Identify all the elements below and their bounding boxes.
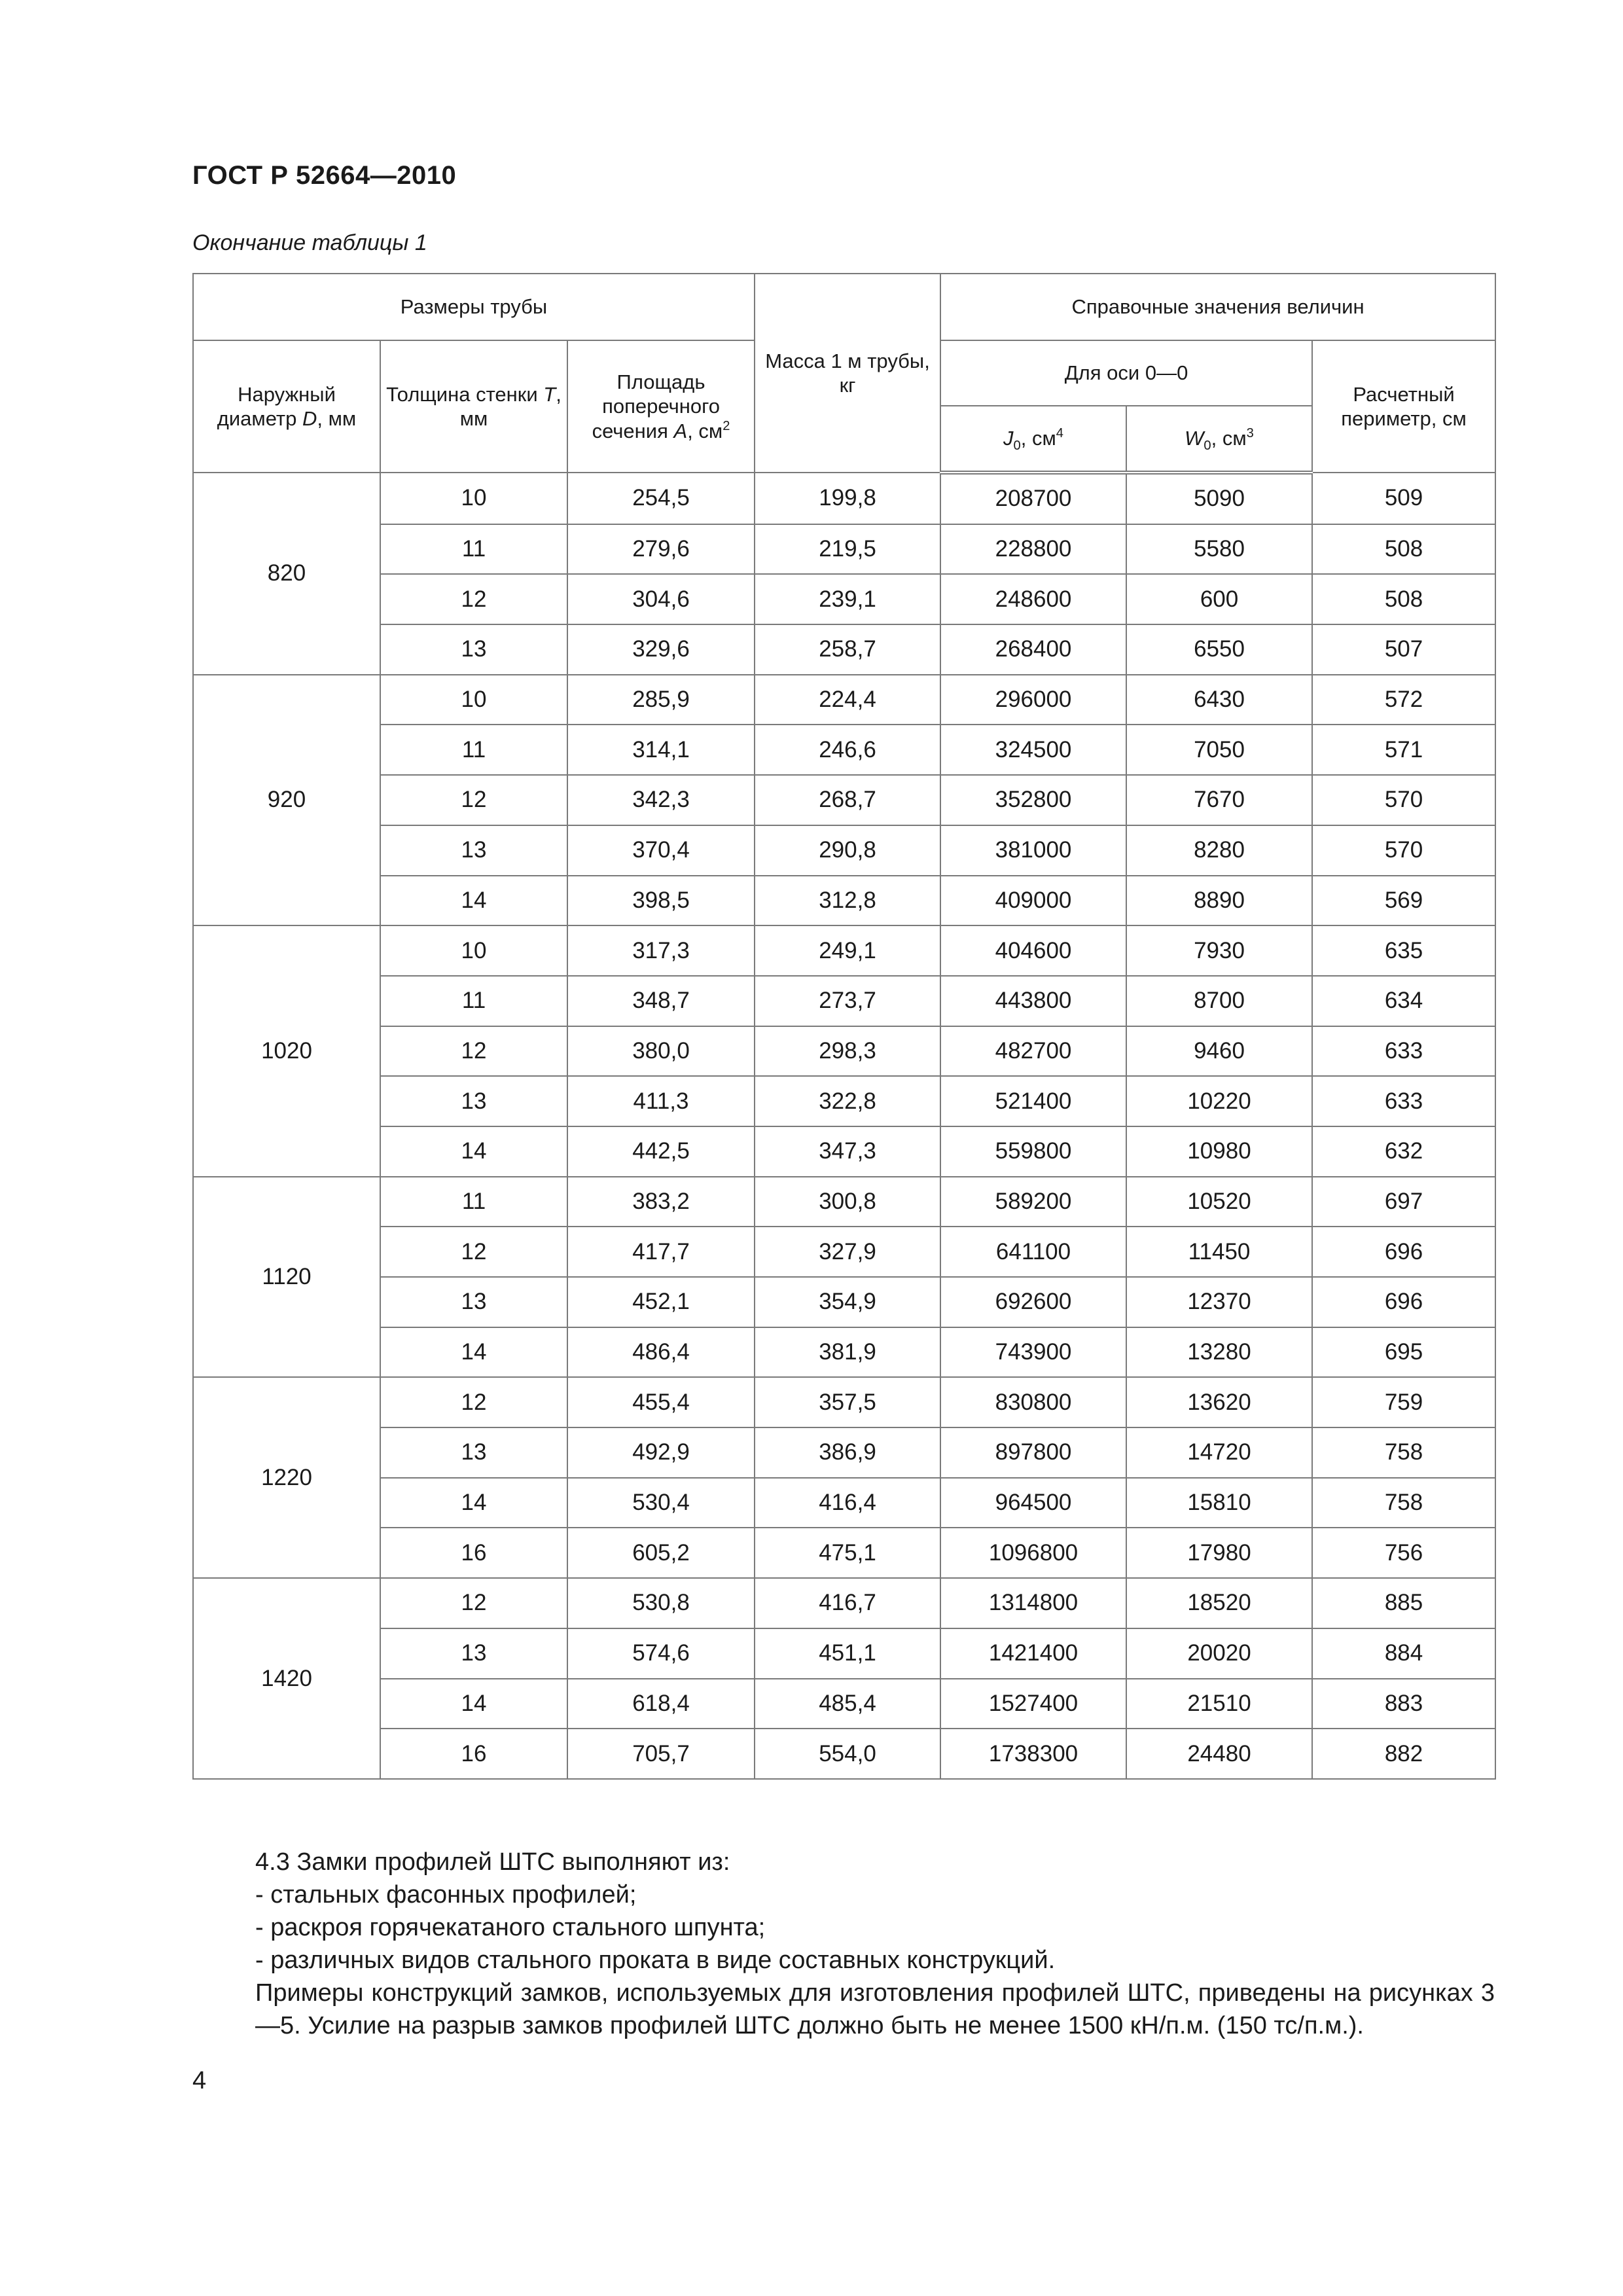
inertia-cell: 743900 [940, 1327, 1126, 1378]
area-cell: 285,9 [567, 675, 755, 725]
thickness-cell: 11 [380, 1177, 567, 1227]
thickness-cell: 10 [380, 925, 567, 976]
mass-cell: 386,9 [755, 1427, 940, 1478]
area-cell: 370,4 [567, 825, 755, 876]
table-row [193, 976, 1495, 1026]
modulus-cell: 13620 [1126, 1377, 1312, 1427]
inertia-cell: 1421400 [940, 1628, 1126, 1679]
table-row [193, 925, 1495, 976]
modulus-cell: 8280 [1126, 825, 1312, 876]
perimeter-cell: 509 [1312, 473, 1495, 524]
mass-cell: 322,8 [755, 1076, 940, 1126]
table-row [193, 1177, 1495, 1227]
inertia-cell: 248600 [940, 574, 1126, 624]
table-row [193, 1679, 1495, 1729]
inertia-cell: 1738300 [940, 1729, 1126, 1779]
area-cell: 605,2 [567, 1528, 755, 1578]
pipe-properties-table [192, 273, 1496, 1780]
area-cell: 279,6 [567, 524, 755, 575]
header-pipe-sizes: Размеры трубы [193, 274, 755, 340]
area-cell: 254,5 [567, 473, 755, 524]
modulus-cell: 17980 [1126, 1528, 1312, 1578]
inertia-cell: 1314800 [940, 1578, 1126, 1628]
inertia-cell: 897800 [940, 1427, 1126, 1478]
modulus-cell: 21510 [1126, 1679, 1312, 1729]
thickness-cell: 13 [380, 1427, 567, 1478]
area-cell: 530,4 [567, 1478, 755, 1528]
area-cell: 314,1 [567, 725, 755, 775]
area-cell: 411,3 [567, 1076, 755, 1126]
perimeter-cell: 882 [1312, 1729, 1495, 1779]
perimeter-cell: 883 [1312, 1679, 1495, 1729]
modulus-cell: 7930 [1126, 925, 1312, 976]
mass-cell: 451,1 [755, 1628, 940, 1679]
table-row [193, 1277, 1495, 1327]
mass-cell: 224,4 [755, 675, 940, 725]
perimeter-cell: 695 [1312, 1327, 1495, 1378]
perimeter-cell: 508 [1312, 574, 1495, 624]
inertia-cell: 324500 [940, 725, 1126, 775]
table-row [193, 1528, 1495, 1578]
modulus-cell: 7050 [1126, 725, 1312, 775]
area-cell: 492,9 [567, 1427, 755, 1478]
diameter-cell: 1020 [193, 925, 380, 1176]
inertia-cell: 830800 [940, 1377, 1126, 1427]
inertia-cell: 641100 [940, 1227, 1126, 1277]
perimeter-cell: 696 [1312, 1277, 1495, 1327]
thickness-cell: 16 [380, 1528, 567, 1578]
modulus-cell: 13280 [1126, 1327, 1312, 1378]
mass-cell: 290,8 [755, 825, 940, 876]
list-item: - стальных фасонных профилей; [255, 1881, 637, 1909]
mass-cell: 327,9 [755, 1227, 940, 1277]
area-cell: 417,7 [567, 1227, 755, 1277]
mass-cell: 416,7 [755, 1578, 940, 1628]
document-code: ГОСТ Р 52664—2010 [192, 161, 457, 190]
area-cell: 383,2 [567, 1177, 755, 1227]
mass-cell: 357,5 [755, 1377, 940, 1427]
perimeter-cell: 633 [1312, 1026, 1495, 1077]
table-row [193, 574, 1495, 624]
area-cell: 530,8 [567, 1578, 755, 1628]
table-row [193, 725, 1495, 775]
table-row [193, 1026, 1495, 1077]
modulus-cell: 8700 [1126, 976, 1312, 1026]
area-cell: 329,6 [567, 624, 755, 675]
area-cell: 380,0 [567, 1026, 755, 1077]
header-reference-values: Справочные значения величин [940, 274, 1495, 340]
modulus-cell: 10980 [1126, 1126, 1312, 1177]
thickness-cell: 14 [380, 1126, 567, 1177]
perimeter-cell: 885 [1312, 1578, 1495, 1628]
table-row [193, 473, 1495, 524]
modulus-cell: 11450 [1126, 1227, 1312, 1277]
thickness-cell: 11 [380, 725, 567, 775]
perimeter-cell: 756 [1312, 1528, 1495, 1578]
perimeter-cell: 758 [1312, 1427, 1495, 1478]
perimeter-cell: 569 [1312, 876, 1495, 926]
diameter-cell: 1120 [193, 1177, 380, 1378]
diameter-cell: 1220 [193, 1377, 380, 1578]
table-row [193, 1227, 1495, 1277]
area-cell: 304,6 [567, 574, 755, 624]
inertia-cell: 228800 [940, 524, 1126, 575]
mass-cell: 239,1 [755, 574, 940, 624]
inertia-cell: 559800 [940, 1126, 1126, 1177]
mass-cell: 416,4 [755, 1478, 940, 1528]
table-row [193, 1427, 1495, 1478]
thickness-cell: 13 [380, 624, 567, 675]
diameter-cell: 820 [193, 473, 380, 675]
mass-cell: 219,5 [755, 524, 940, 575]
perimeter-cell: 697 [1312, 1177, 1495, 1227]
mass-cell: 554,0 [755, 1729, 940, 1779]
perimeter-cell: 572 [1312, 675, 1495, 725]
area-cell: 618,4 [567, 1679, 755, 1729]
modulus-cell: 15810 [1126, 1478, 1312, 1528]
table-row [193, 1076, 1495, 1126]
modulus-cell: 10220 [1126, 1076, 1312, 1126]
inertia-cell: 1527400 [940, 1679, 1126, 1729]
area-cell: 705,7 [567, 1729, 755, 1779]
mass-cell: 246,6 [755, 725, 940, 775]
inertia-cell: 268400 [940, 624, 1126, 675]
inertia-cell: 964500 [940, 1478, 1126, 1528]
table-row [193, 876, 1495, 926]
modulus-cell: 10520 [1126, 1177, 1312, 1227]
perimeter-cell: 570 [1312, 825, 1495, 876]
area-cell: 342,3 [567, 775, 755, 825]
thickness-cell: 14 [380, 1679, 567, 1729]
table-row [193, 1126, 1495, 1177]
area-cell: 574,6 [567, 1628, 755, 1679]
inertia-cell: 208700 [940, 473, 1126, 524]
header-moment-of-inertia: $J_0$, $см^4$ [940, 406, 1126, 473]
modulus-cell: 600 [1126, 574, 1312, 624]
perimeter-cell: 634 [1312, 976, 1495, 1026]
modulus-cell: 12370 [1126, 1277, 1312, 1327]
modulus-cell: 9460 [1126, 1026, 1312, 1077]
thickness-cell: 11 [380, 976, 567, 1026]
thickness-cell: 11 [380, 524, 567, 575]
header-mass: Масса 1 м трубы, кг [755, 274, 940, 473]
header-section-modulus: $W_0$, $см^3$ [1126, 406, 1312, 473]
area-cell: 348,7 [567, 976, 755, 1026]
modulus-cell: 6430 [1126, 675, 1312, 725]
thickness-cell: 12 [380, 1578, 567, 1628]
table-row [193, 675, 1495, 725]
table-row [193, 775, 1495, 825]
thickness-cell: 12 [380, 1026, 567, 1077]
mass-cell: 273,7 [755, 976, 940, 1026]
table-row [193, 524, 1495, 575]
header-wall-thickness: Толщина стенки T, мм [380, 340, 567, 473]
perimeter-cell: 696 [1312, 1227, 1495, 1277]
thickness-cell: 12 [380, 574, 567, 624]
table-row [193, 825, 1495, 876]
table-row [193, 1578, 1495, 1628]
perimeter-cell: 758 [1312, 1478, 1495, 1528]
table-row [193, 1478, 1495, 1528]
inertia-cell: 482700 [940, 1026, 1126, 1077]
mass-cell: 258,7 [755, 624, 940, 675]
page-number: 4 [192, 2067, 207, 2094]
table-row [193, 1628, 1495, 1679]
mass-cell: 312,8 [755, 876, 940, 926]
perimeter-cell: 884 [1312, 1628, 1495, 1679]
area-cell: 455,4 [567, 1377, 755, 1427]
modulus-cell: 14720 [1126, 1427, 1312, 1478]
thickness-cell: 10 [380, 675, 567, 725]
modulus-cell: 7670 [1126, 775, 1312, 825]
area-cell: 317,3 [567, 925, 755, 976]
diameter-cell: 920 [193, 675, 380, 925]
perimeter-cell: 633 [1312, 1076, 1495, 1126]
mass-cell: 354,9 [755, 1277, 940, 1327]
modulus-cell: 24480 [1126, 1729, 1312, 1779]
inertia-cell: 296000 [940, 675, 1126, 725]
modulus-cell: 5580 [1126, 524, 1312, 575]
perimeter-cell: 571 [1312, 725, 1495, 775]
inertia-cell: 409000 [940, 876, 1126, 926]
header-cross-section-area: Площадь поперечного сечения A, $см^2$ [567, 340, 755, 473]
list-item: - различных видов стального проката в виде составных конструкций. [255, 1946, 1056, 1974]
table-row [193, 1327, 1495, 1378]
thickness-cell: 14 [380, 876, 567, 926]
area-cell: 452,1 [567, 1277, 755, 1327]
inertia-cell: 352800 [940, 775, 1126, 825]
thickness-cell: 12 [380, 775, 567, 825]
thickness-cell: 13 [380, 1277, 567, 1327]
mass-cell: 475,1 [755, 1528, 940, 1578]
area-cell: 398,5 [567, 876, 755, 926]
inertia-cell: 404600 [940, 925, 1126, 976]
header-axis: Для оси 0—0 [940, 340, 1312, 406]
table-row [193, 624, 1495, 675]
thickness-cell: 12 [380, 1227, 567, 1277]
thickness-cell: 12 [380, 1377, 567, 1427]
mass-cell: 300,8 [755, 1177, 940, 1227]
inertia-cell: 443800 [940, 976, 1126, 1026]
header-outer-diameter: Наружный диаметр D, мм [193, 340, 380, 473]
modulus-cell: 18520 [1126, 1578, 1312, 1628]
table-caption: Окончание таблицы 1 [192, 230, 427, 255]
table-row [193, 1377, 1495, 1427]
area-cell: 486,4 [567, 1327, 755, 1378]
table-body [193, 473, 1495, 1779]
inertia-cell: 521400 [940, 1076, 1126, 1126]
diameter-cell: 1420 [193, 1578, 380, 1779]
modulus-cell: 20020 [1126, 1628, 1312, 1679]
perimeter-cell: 507 [1312, 624, 1495, 675]
clause-paragraph: 4.3 Замки профилей ШТС выполняют из: [255, 1848, 730, 1876]
thickness-cell: 13 [380, 1076, 567, 1126]
header-perimeter: Расчетный периметр, см [1312, 340, 1495, 473]
mass-cell: 347,3 [755, 1126, 940, 1177]
perimeter-cell: 635 [1312, 925, 1495, 976]
thickness-cell: 10 [380, 473, 567, 524]
mass-cell: 381,9 [755, 1327, 940, 1378]
mass-cell: 268,7 [755, 775, 940, 825]
modulus-cell: 5090 [1126, 473, 1312, 524]
examples-paragraph: Примеры конструкций замков, используемых для изготовления профилей ШТС, приведены на рисунках 3—5. Усилие на разрыв замков профилей ШТС должно быть не менее 1500 кН/п.м. (150 тс/п.м.). [255, 1979, 1495, 2039]
perimeter-cell: 570 [1312, 775, 1495, 825]
perimeter-cell: 508 [1312, 524, 1495, 575]
body-text [192, 1846, 1495, 2042]
thickness-cell: 13 [380, 825, 567, 876]
inertia-cell: 589200 [940, 1177, 1126, 1227]
thickness-cell: 14 [380, 1478, 567, 1528]
perimeter-cell: 759 [1312, 1377, 1495, 1427]
thickness-cell: 13 [380, 1628, 567, 1679]
thickness-cell: 16 [380, 1729, 567, 1779]
inertia-cell: 381000 [940, 825, 1126, 876]
area-cell: 442,5 [567, 1126, 755, 1177]
thickness-cell: 14 [380, 1327, 567, 1378]
inertia-cell: 692600 [940, 1277, 1126, 1327]
modulus-cell: 8890 [1126, 876, 1312, 926]
mass-cell: 199,8 [755, 473, 940, 524]
inertia-cell: 1096800 [940, 1528, 1126, 1578]
perimeter-cell: 632 [1312, 1126, 1495, 1177]
mass-cell: 298,3 [755, 1026, 940, 1077]
mass-cell: 249,1 [755, 925, 940, 976]
modulus-cell: 6550 [1126, 624, 1312, 675]
table-row [193, 1729, 1495, 1779]
list-item: - раскроя горячекатаного стального шпунта; [255, 1914, 766, 1941]
mass-cell: 485,4 [755, 1679, 940, 1729]
